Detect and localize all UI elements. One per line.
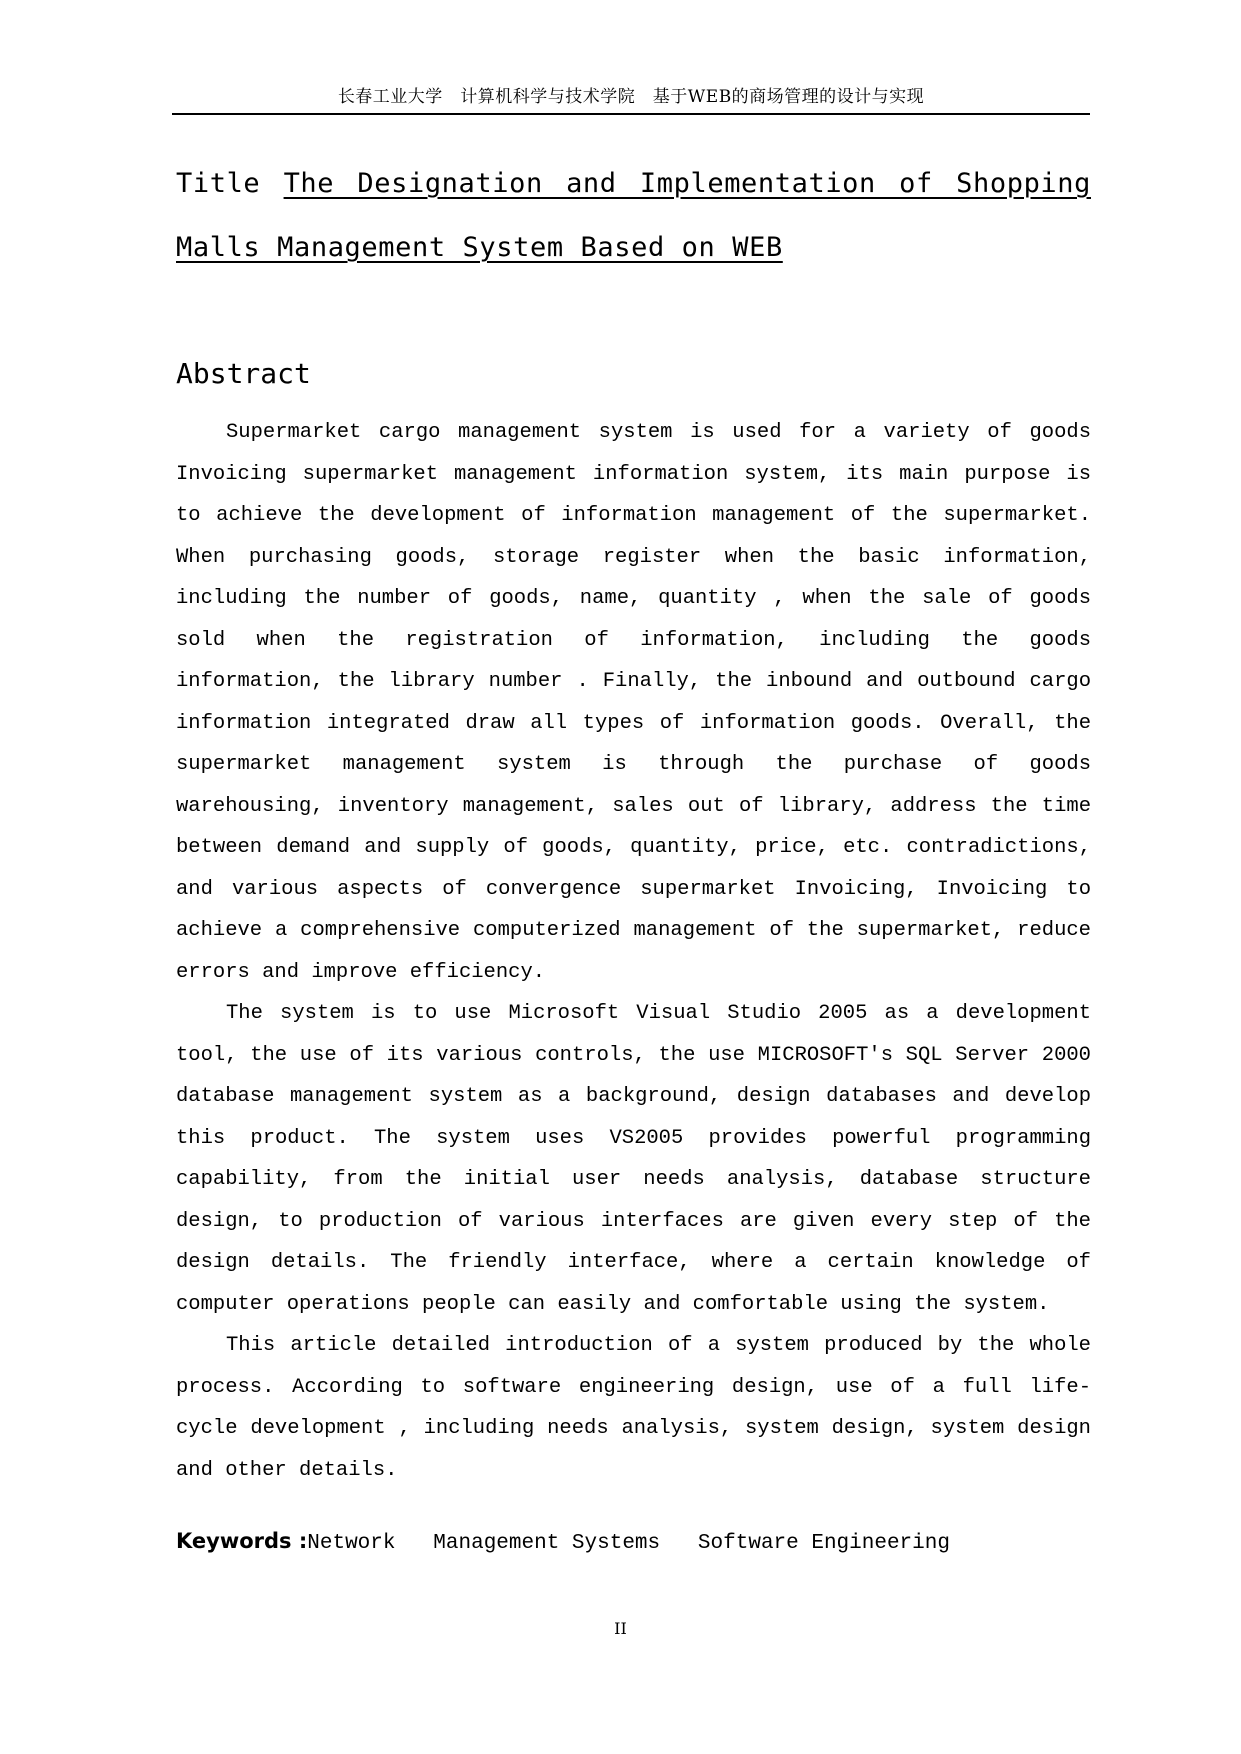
title-text: The Designation and Implementation of Shopping Malls Management System Based on WEB [176,168,1091,263]
page-number: II [614,1619,627,1638]
abstract-body [176,412,1091,1491]
paper-title [176,152,1091,280]
keywords-line [176,1526,950,1559]
running-header: 长春工业大学 计算机科学与技术学院 基于WEB的商场管理的设计与实现 [337,87,925,107]
abstract-paragraph: This article detailed introduction of a system produced by the whole process. According to software engineering design, use of a full life-cycle development , including needs analysis, system design, system design and other details. [176,1334,1091,1482]
keywords-text: Network Management Systems Software Engineering [307,1532,950,1555]
abstract-paragraph: The system is to use Microsoft Visual Studio 2005 as a development tool, the use of its various controls, the use MICROSOFT's SQL Server 2000 database management system as a background, design databases and develop this product. The system uses VS2005 provides powerful programming capability, from the initial user needs analysis, database structure design, to production of various interfaces are given every step of the design details. The friendly interface, where a certain knowledge of computer operations people can easily and comfortable using the system. [176,1002,1091,1316]
abstract-paragraph: Supermarket cargo management system is used for a variety of goods Invoicing supermarket management information system, its main purpose is to achieve the development of information management of the supermarket. When purchasing goods, storage register when the basic information, including the number of goods, name, quantity , when the sale of goods sold when the registration of information, including the goods information, the library number . Finally, the inbound and outbound cargo information integrated draw all types of information goods. Overall, the supermarket management system is through the purchase of goods warehousing, inventory management, sales out of library, address the time between demand and supply of goods, quantity, price, etc. contradictions, and various aspects of convergence supermarket Invoicing, Invoicing to achieve a comprehensive computerized management of the supermarket, reduce errors and improve efficiency. [176,421,1091,984]
keywords-label: Keywords : [176,1529,308,1553]
header-rule [172,113,1090,115]
title-label: Title [176,168,261,199]
abstract-heading: Abstract [176,357,311,390]
